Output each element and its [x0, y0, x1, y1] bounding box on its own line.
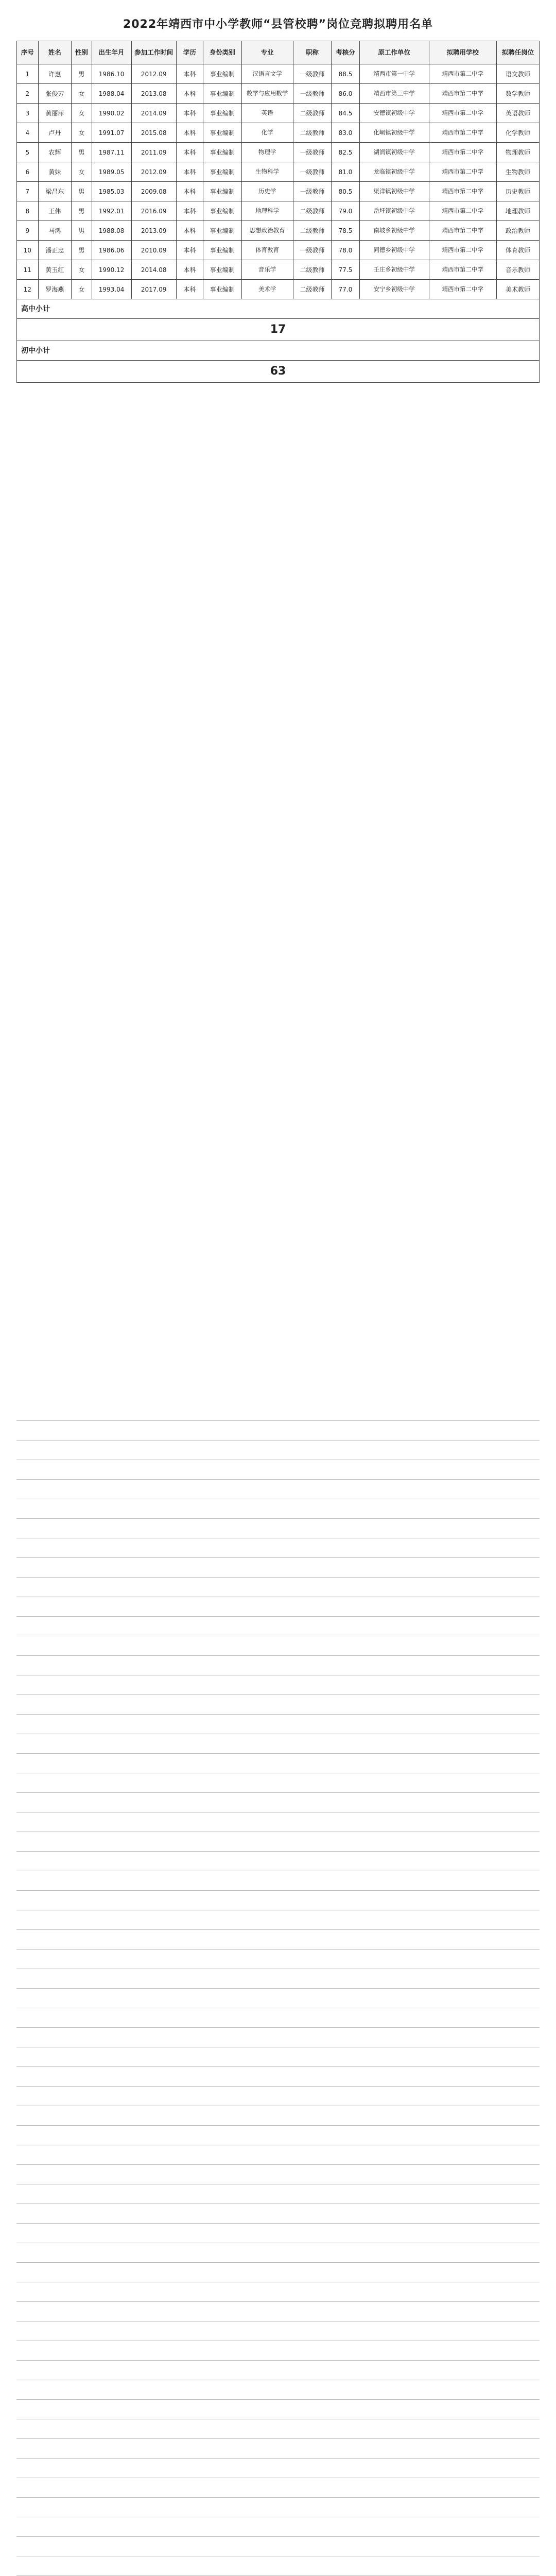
table-cell: 靖西市第二中学 — [429, 84, 496, 104]
table-cell: 84.5 — [332, 104, 359, 123]
continuation-line — [16, 2145, 540, 2165]
continuation-line — [16, 1480, 540, 1499]
table-cell: 2013.09 — [131, 221, 176, 241]
table-row — [17, 143, 540, 162]
table-row — [17, 201, 540, 221]
table-cell: 本科 — [176, 221, 203, 241]
table-cell: 政治教师 — [496, 221, 539, 241]
table-cell: 湖润镇初级中学 — [359, 143, 429, 162]
table-cell: 张俊芳 — [38, 84, 71, 104]
column-header: 性别 — [72, 41, 92, 64]
table-row — [17, 241, 540, 260]
table-cell: 英语教师 — [496, 104, 539, 123]
table-cell: 黄玉红 — [38, 260, 71, 280]
continuation-line — [16, 1460, 540, 1480]
table-cell: 女 — [72, 280, 92, 299]
table-cell: 1986.10 — [92, 64, 131, 84]
table-body — [17, 64, 540, 383]
continuation-line — [16, 2478, 540, 2498]
continuation-line — [16, 1538, 540, 1558]
table-cell: 数学与应用数学 — [241, 84, 293, 104]
continuation-line — [16, 1734, 540, 1754]
column-header: 专业 — [241, 41, 293, 64]
table-cell: 本科 — [176, 280, 203, 299]
table-cell: 事业编制 — [203, 221, 241, 241]
table-cell: 86.0 — [332, 84, 359, 104]
table-cell: 化峒镇初级中学 — [359, 123, 429, 143]
continuation-line — [16, 2498, 540, 2517]
column-header: 身份类别 — [203, 41, 241, 64]
table-cell: 英语 — [241, 104, 293, 123]
table-cell: 靖西市第二中学 — [429, 182, 496, 201]
table-cell: 1990.02 — [92, 104, 131, 123]
table-cell: 本科 — [176, 84, 203, 104]
table-cell: 11 — [17, 260, 39, 280]
continuation-line — [16, 1793, 540, 1812]
table-cell: 男 — [72, 221, 92, 241]
table-cell: 一级教师 — [293, 143, 332, 162]
table-cell: 男 — [72, 182, 92, 201]
table-cell: 2015.08 — [131, 123, 176, 143]
table-cell: 靖西市第二中学 — [429, 260, 496, 280]
table-cell: 1986.06 — [92, 241, 131, 260]
table-cell: 农辉 — [38, 143, 71, 162]
table-cell: 音乐学 — [241, 260, 293, 280]
column-header: 姓名 — [38, 41, 71, 64]
continuation-line — [16, 2165, 540, 2184]
table-cell: 男 — [72, 143, 92, 162]
section-count-value: 63 — [17, 361, 540, 383]
continuation-line — [16, 2106, 540, 2126]
column-header: 序号 — [17, 41, 39, 64]
table-cell: 1990.12 — [92, 260, 131, 280]
table-cell: 靖西市第二中学 — [429, 64, 496, 84]
continuation-line — [16, 2224, 540, 2243]
table-cell: 地理科学 — [241, 201, 293, 221]
section-count-value: 17 — [17, 319, 540, 341]
table-cell: 二级教师 — [293, 260, 332, 280]
table-cell: 7 — [17, 182, 39, 201]
continuation-line — [16, 1519, 540, 1538]
page-title: 2022年靖西市中小学教师“县管校聘”岗位竞聘拟聘用名单 — [123, 18, 433, 31]
table-cell: 5 — [17, 143, 39, 162]
table-cell: 2 — [17, 84, 39, 104]
table-cell: 生物科学 — [241, 162, 293, 182]
table-cell: 龙临镇初级中学 — [359, 162, 429, 182]
high-school-subtotal-row — [17, 299, 540, 319]
table-cell: 78.0 — [332, 241, 359, 260]
continuation-line — [16, 1891, 540, 1910]
table-cell: 男 — [72, 241, 92, 260]
table-cell: 3 — [17, 104, 39, 123]
column-header: 拟聘用学校 — [429, 41, 496, 64]
continuation-line — [16, 1812, 540, 1832]
continuation-line — [16, 1421, 540, 1440]
continuation-line — [16, 1989, 540, 2008]
teacher-table — [16, 41, 540, 383]
table-cell: 2016.09 — [131, 201, 176, 221]
table-cell: 女 — [72, 260, 92, 280]
table-cell: 马鸿 — [38, 221, 71, 241]
table-cell: 靖西市第二中学 — [429, 143, 496, 162]
table-cell: 77.0 — [332, 280, 359, 299]
table-row — [17, 182, 540, 201]
continuation-line — [16, 1656, 540, 1675]
table-cell: 1992.01 — [92, 201, 131, 221]
continuation-line — [16, 1499, 540, 1519]
table-cell: 1988.08 — [92, 221, 131, 241]
table-cell: 78.5 — [332, 221, 359, 241]
table-cell: 体育教师 — [496, 241, 539, 260]
continuation-line — [16, 1950, 540, 1969]
table-cell: 物理学 — [241, 143, 293, 162]
table-cell: 二级教师 — [293, 104, 332, 123]
table-cell: 79.0 — [332, 201, 359, 221]
continuation-line — [16, 2321, 540, 2341]
table-cell: 黄丽萍 — [38, 104, 71, 123]
table-row — [17, 123, 540, 143]
continuation-line — [16, 2380, 540, 2400]
table-cell: 靖西市第二中学 — [429, 241, 496, 260]
table-cell: 潘正忠 — [38, 241, 71, 260]
table-cell: 男 — [72, 64, 92, 84]
table-row — [17, 260, 540, 280]
table-cell: 女 — [72, 162, 92, 182]
table-cell: 事业编制 — [203, 104, 241, 123]
table-cell: 事业编制 — [203, 123, 241, 143]
table-cell: 靖西市第二中学 — [429, 201, 496, 221]
table-cell: 4 — [17, 123, 39, 143]
table-cell: 历史学 — [241, 182, 293, 201]
column-header: 考核分 — [332, 41, 359, 64]
continuation-line — [16, 1852, 540, 1871]
table-cell: 2009.08 — [131, 182, 176, 201]
table-cell: 思想政治教育 — [241, 221, 293, 241]
continuation-line — [16, 2400, 540, 2419]
table-row — [17, 280, 540, 299]
high-school-count-row — [17, 319, 540, 341]
table-cell: 梁昌东 — [38, 182, 71, 201]
table-cell: 化学 — [241, 123, 293, 143]
table-cell: 事业编制 — [203, 64, 241, 84]
table-cell: 靖西市第一中学 — [359, 64, 429, 84]
table-cell: 1988.04 — [92, 84, 131, 104]
section-label: 初中小计 — [17, 341, 540, 361]
table-cell: 1993.04 — [92, 280, 131, 299]
continuation-line — [16, 1969, 540, 1989]
table-cell: 物理教师 — [496, 143, 539, 162]
table-cell: 美术教师 — [496, 280, 539, 299]
table-cell: 二级教师 — [293, 280, 332, 299]
table-row — [17, 162, 540, 182]
table-cell: 80.5 — [332, 182, 359, 201]
continuation-line — [16, 1440, 540, 1460]
table-cell: 美术学 — [241, 280, 293, 299]
table-cell: 本科 — [176, 123, 203, 143]
table-cell: 许惠 — [38, 64, 71, 84]
table-cell: 事业编制 — [203, 201, 241, 221]
table-cell: 9 — [17, 221, 39, 241]
table-continuation — [16, 1401, 540, 2576]
table-cell: 罗海燕 — [38, 280, 71, 299]
table-cell: 南坡乡初级中学 — [359, 221, 429, 241]
table-cell: 6 — [17, 162, 39, 182]
continuation-line — [16, 2047, 540, 2067]
table-cell: 壬庄乡初级中学 — [359, 260, 429, 280]
table-cell: 生物教师 — [496, 162, 539, 182]
column-header: 原工作单位 — [359, 41, 429, 64]
table-cell: 渠洋镇初级中学 — [359, 182, 429, 201]
table-cell: 8 — [17, 201, 39, 221]
table-cell: 1985.03 — [92, 182, 131, 201]
continuation-line — [16, 2028, 540, 2047]
table-cell: 语文教师 — [496, 64, 539, 84]
table-cell: 汉语言文学 — [241, 64, 293, 84]
table-header-row — [17, 41, 540, 64]
table-cell: 靖西市第二中学 — [429, 162, 496, 182]
table-cell: 88.5 — [332, 64, 359, 84]
continuation-line — [16, 2067, 540, 2087]
continuation-line — [16, 1871, 540, 1891]
continuation-line — [16, 2204, 540, 2224]
table-cell: 黄妹 — [38, 162, 71, 182]
continuation-line — [16, 1910, 540, 1930]
table-cell: 二级教师 — [293, 201, 332, 221]
table-cell: 一级教师 — [293, 182, 332, 201]
table-cell: 82.5 — [332, 143, 359, 162]
middle-school-subtotal-row — [17, 341, 540, 361]
continuation-line — [16, 1930, 540, 1950]
table-cell: 81.0 — [332, 162, 359, 182]
table-cell: 本科 — [176, 143, 203, 162]
table-cell: 化学教师 — [496, 123, 539, 143]
continuation-line — [16, 1754, 540, 1773]
table-cell: 1989.05 — [92, 162, 131, 182]
table-cell: 二级教师 — [293, 123, 332, 143]
table-cell: 事业编制 — [203, 280, 241, 299]
table-cell: 靖西市第二中学 — [429, 123, 496, 143]
table-cell: 本科 — [176, 182, 203, 201]
table-cell: 女 — [72, 104, 92, 123]
continuation-line — [16, 2459, 540, 2478]
continuation-line — [16, 1832, 540, 1852]
table-cell: 二级教师 — [293, 221, 332, 241]
column-header: 参加工作时间 — [131, 41, 176, 64]
table-cell: 靖西市第二中学 — [429, 221, 496, 241]
continuation-line — [16, 1695, 540, 1715]
table-cell: 10 — [17, 241, 39, 260]
table-row — [17, 64, 540, 84]
table-cell: 本科 — [176, 260, 203, 280]
table-cell: 2011.09 — [131, 143, 176, 162]
continuation-line — [16, 2008, 540, 2028]
table-cell: 2017.09 — [131, 280, 176, 299]
continuation-line — [16, 2419, 540, 2439]
continuation-line — [16, 1401, 540, 1421]
continuation-line — [16, 1773, 540, 1793]
table-cell: 事业编制 — [203, 84, 241, 104]
continuation-line — [16, 2302, 540, 2321]
table-cell: 靖西市第三中学 — [359, 84, 429, 104]
table-cell: 本科 — [176, 162, 203, 182]
section-label: 高中小计 — [17, 299, 540, 319]
continuation-line — [16, 1617, 540, 1636]
table-cell: 男 — [72, 201, 92, 221]
continuation-line — [16, 2282, 540, 2302]
table-cell: 本科 — [176, 64, 203, 84]
continuation-line — [16, 2517, 540, 2537]
table-cell: 音乐教师 — [496, 260, 539, 280]
table-cell: 岳圩镇初级中学 — [359, 201, 429, 221]
table-cell: 一级教师 — [293, 241, 332, 260]
continuation-line — [16, 1715, 540, 1734]
column-header: 拟聘任岗位 — [496, 41, 539, 64]
table-row — [17, 84, 540, 104]
table-cell: 2010.09 — [131, 241, 176, 260]
table-cell: 12 — [17, 280, 39, 299]
continuation-line — [16, 2243, 540, 2263]
table-cell: 靖西市第二中学 — [429, 104, 496, 123]
table-cell: 同德乡初级中学 — [359, 241, 429, 260]
table-cell: 事业编制 — [203, 162, 241, 182]
continuation-line — [16, 2087, 540, 2106]
table-cell: 事业编制 — [203, 143, 241, 162]
continuation-line — [16, 2341, 540, 2361]
table-cell: 体育教育 — [241, 241, 293, 260]
table-cell: 一级教师 — [293, 162, 332, 182]
column-header: 出生年月 — [92, 41, 131, 64]
table-cell: 2012.09 — [131, 64, 176, 84]
continuation-line — [16, 2439, 540, 2459]
continuation-line — [16, 2537, 540, 2556]
table-cell: 历史教师 — [496, 182, 539, 201]
table-cell: 卢丹 — [38, 123, 71, 143]
table-cell: 一级教师 — [293, 64, 332, 84]
table-cell: 靖西市第二中学 — [429, 280, 496, 299]
column-header: 职称 — [293, 41, 332, 64]
continuation-line — [16, 2263, 540, 2282]
table-cell: 2012.09 — [131, 162, 176, 182]
table-cell: 数学教师 — [496, 84, 539, 104]
table-cell: 安德镇初级中学 — [359, 104, 429, 123]
continuation-line — [16, 2361, 540, 2380]
table-cell: 77.5 — [332, 260, 359, 280]
table-cell: 地理教师 — [496, 201, 539, 221]
table-cell: 2013.08 — [131, 84, 176, 104]
continuation-line — [16, 1597, 540, 1617]
table-cell: 本科 — [176, 104, 203, 123]
table-cell: 事业编制 — [203, 182, 241, 201]
table-cell: 本科 — [176, 201, 203, 221]
continuation-line — [16, 1636, 540, 1656]
table-cell: 女 — [72, 123, 92, 143]
table-cell: 2014.08 — [131, 260, 176, 280]
continuation-line — [16, 2126, 540, 2145]
middle-school-count-row — [17, 361, 540, 383]
table-row — [17, 221, 540, 241]
table-cell: 1987.11 — [92, 143, 131, 162]
continuation-line — [16, 2184, 540, 2204]
table-cell: 事业编制 — [203, 260, 241, 280]
table-cell: 本科 — [176, 241, 203, 260]
table-row — [17, 104, 540, 123]
continuation-line — [16, 2556, 540, 2576]
table-cell: 83.0 — [332, 123, 359, 143]
continuation-line — [16, 1558, 540, 1578]
table-cell: 1 — [17, 64, 39, 84]
table-cell: 2014.09 — [131, 104, 176, 123]
continuation-line — [16, 1675, 540, 1695]
table-cell: 王伟 — [38, 201, 71, 221]
table-cell: 女 — [72, 84, 92, 104]
table-cell: 事业编制 — [203, 241, 241, 260]
column-header: 学历 — [176, 41, 203, 64]
table-cell: 1991.07 — [92, 123, 131, 143]
continuation-line — [16, 1578, 540, 1597]
table-cell: 安宁乡初级中学 — [359, 280, 429, 299]
table-cell: 一级教师 — [293, 84, 332, 104]
